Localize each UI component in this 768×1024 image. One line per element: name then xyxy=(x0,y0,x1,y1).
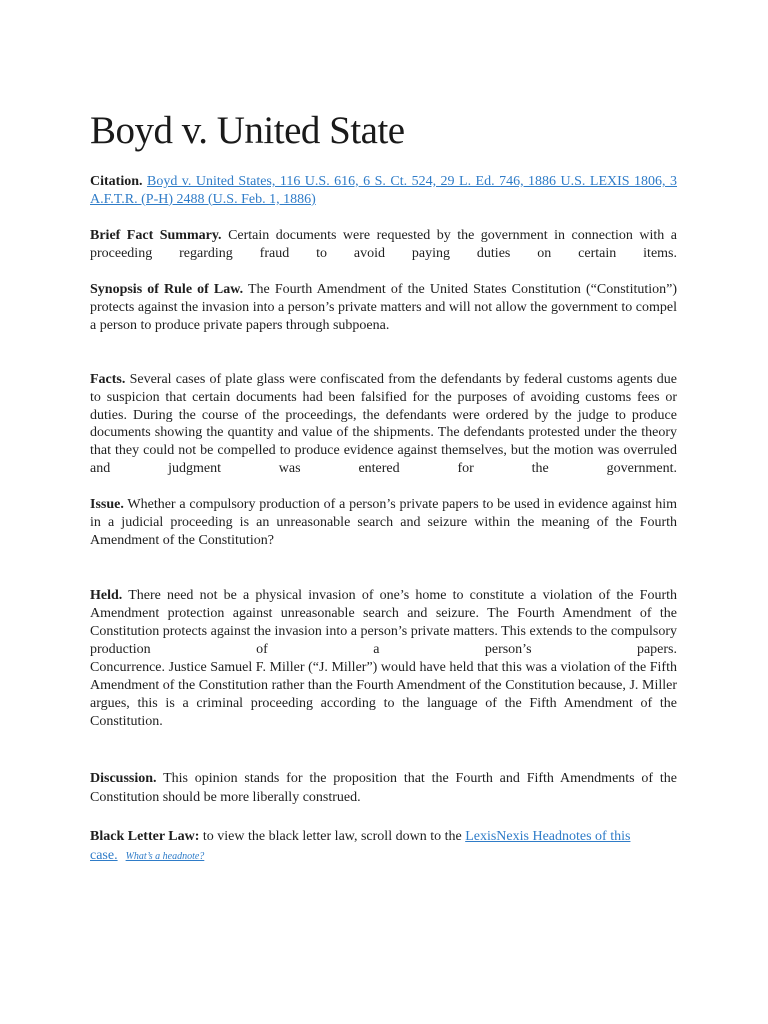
discussion-label: Discussion. xyxy=(90,771,157,787)
black-letter-law-text: to view the black letter law, scroll down to the xyxy=(202,829,462,845)
citation-link[interactable]: Boyd v. United States, 116 U.S. 616, 6 S. Ct. 524, 29 L. Ed. 746, 1886 U.S. LEXIS 1806, 3 A.F.T.R. (P-H) 2488 (U.S. Feb. 1, 1886) xyxy=(90,174,678,207)
synopsis-label: Synopsis of Rule of Law. xyxy=(90,282,244,298)
facts-text: Several cases of plate glass were confiscated from the defendants by federal customs agents due to suspicion that certain documents had been falsified for the purposes of avoiding customs fees or duties. During the course of the proceedings, the defendants were ordered by the judge to produce documents showing the quantity and value of the shipments. The defendants protested under the theory that they could not be compelled to produce evidence against themselves, but the motion was overruled and judgment was entered for the government. xyxy=(90,372,678,477)
citation-label: Citation. xyxy=(90,174,143,189)
issue-paragraph xyxy=(90,496,677,549)
held-paragraph xyxy=(90,587,677,731)
black-letter-law-label: Black Letter Law: xyxy=(90,829,200,845)
discussion-paragraph xyxy=(90,769,677,807)
issue-label: Issue. xyxy=(90,497,124,513)
held-main xyxy=(90,587,677,659)
brief-fact-summary-label: Brief Fact Summary. xyxy=(90,228,222,244)
whats-a-headnote-link[interactable]: What’s a headnote? xyxy=(125,851,205,863)
document-title: Boyd v. United State xyxy=(90,109,405,152)
discussion-text: This opinion stands for the proposition that the Fourth and Fifth Amendments of the Constitution should be more liberally construed. xyxy=(90,771,677,806)
brief-fact-summary-paragraph xyxy=(90,227,677,263)
held-label: Held. xyxy=(90,588,123,604)
document-content xyxy=(90,108,677,866)
citation-paragraph xyxy=(90,173,677,209)
black-letter-law-paragraph xyxy=(90,827,677,866)
synopsis-paragraph xyxy=(90,281,677,334)
held-concurrence: Concurrence. Justice Samuel F. Miller (“J. Miller”) would have held that this was a violation of the Fifth Amendment of the Constitution rather than the Fourth Amendment of the Constitution because, J. Miller argues, this is a criminal proceeding according to the language of the Fifth Amendment of the Constitution. xyxy=(90,660,677,730)
facts-paragraph xyxy=(90,371,677,478)
synopsis-text: The Fourth Amendment of the United States Constitution (“Constitution”) protects against the invasion into a person’s private matters and will not allow the government to compel a person to produce private papers through subpoena. xyxy=(90,282,678,333)
brief-fact-summary-text: Certain documents were requested by the government in connection with a proceeding regarding fraud to avoid paying duties on certain items. xyxy=(90,228,678,261)
lexisnexis-headnotes-link[interactable]: LexisNexis Headnotes of this case. xyxy=(90,829,631,864)
held-text: There need not be a physical invasion of one’s home to constitute a violation of the Fourth Amendment protection against unreasonable search and seizure. The Fourth Amendment of the Constitution protects against the invasion into a person’s private matters. This extends to the compulsory production of a person’s papers. xyxy=(90,588,678,658)
facts-label: Facts. xyxy=(90,372,126,388)
issue-text: Whether a compulsory production of a person’s private papers to be used in evidence against him in a judicial proceeding is an unreasonable search and seizure within the meaning of the Fourth Amendment of the Constitution? xyxy=(90,497,677,548)
